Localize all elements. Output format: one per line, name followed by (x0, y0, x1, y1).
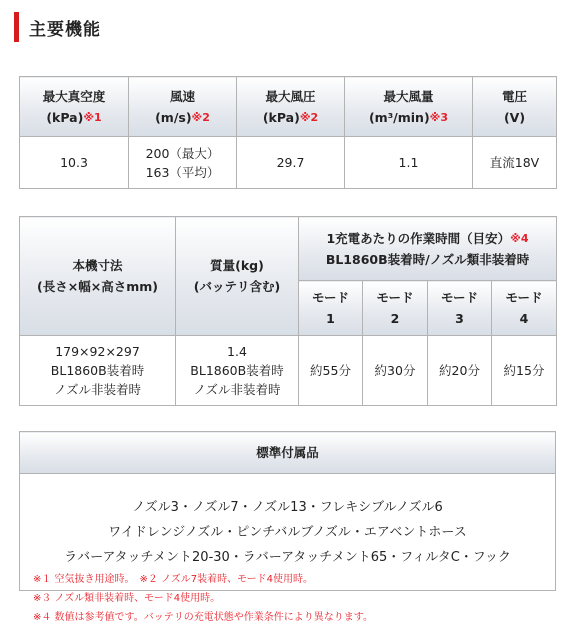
note-mark: ※4 (510, 231, 529, 245)
table-header-row (20, 77, 557, 137)
table-header-row (20, 217, 557, 281)
header-wind-speed: 風速 (m/s)※2 (129, 77, 237, 137)
header-mode-2: モード 2 (363, 281, 428, 336)
note-mark: ※2 (191, 110, 210, 124)
header-max-airflow: 最大風量 (m³/min)※3 (345, 77, 473, 137)
table-row (20, 137, 557, 189)
value-wind-speed: 200（最大） 163（平均） (129, 137, 237, 189)
value-mode-3-time: 約20分 (428, 336, 492, 406)
accessory-line: ワイドレンジノズル・ピンチバルブノズル・エアベントホース (108, 524, 467, 540)
header-mode-4: モード 4 (492, 281, 557, 336)
table-row (20, 336, 557, 406)
footnote-line: ※３ ノズル類非装着時、モード4使用時。 (33, 593, 221, 604)
note-mark: ※1 (83, 110, 102, 124)
footnote-line: ※１ 空気抜き用途時。 ※２ ノズル7装着時、モード4使用時。 (33, 574, 314, 585)
footnote-line: ※４ 数値は参考値です。バッテリの充電状態や作業条件により異なります。 (33, 612, 373, 623)
section-title: 主要機能 (29, 19, 101, 40)
header-max-vacuum: 最大真空度 (kPa)※1 (20, 77, 129, 137)
header-runtime: 1充電あたりの作業時間（目安）※4 BL1860B装着時/ノズル類非装着時 (299, 217, 557, 281)
header-dimensions: 本機寸法 (長さ×幅×高さmm) (20, 217, 176, 336)
note-mark: ※3 (429, 110, 449, 124)
accessory-line: ラバーアタッチメント20-30・ラバーアタッチメント65・フィルタC・フック (64, 549, 511, 565)
value-max-pressure: 29.7 (237, 137, 345, 189)
header-max-pressure: 最大風圧 (kPa)※2 (237, 77, 345, 137)
value-max-vacuum: 10.3 (20, 137, 129, 189)
header-mode-3: モード 3 (428, 281, 492, 336)
table-header-row (20, 432, 556, 474)
value-dimensions: 179×92×297 BL1860B装着時 ノズル非装着時 (20, 336, 176, 406)
header-mass: 質量(kg) (バッテリ含む) (176, 217, 299, 336)
spec-table-performance (19, 76, 557, 189)
section-heading (14, 11, 101, 43)
value-mode-1-time: 約55分 (299, 336, 363, 406)
header-voltage: 電圧 (V) (473, 77, 557, 137)
note-mark: ※2 (299, 110, 319, 124)
header-mode-1: モード 1 (299, 281, 363, 336)
heading-accent-bar (14, 12, 19, 42)
header-standard-accessories: 標準付属品 (20, 432, 556, 474)
footnotes (33, 570, 373, 627)
spec-table-accessories (19, 431, 556, 591)
value-mass: 1.4 BL1860B装着時 ノズル非装着時 (176, 336, 299, 406)
value-max-airflow: 1.1 (345, 137, 473, 189)
spec-table-dimensions (19, 216, 557, 406)
value-mode-2-time: 約30分 (363, 336, 428, 406)
accessory-line: ノズル3・ノズル7・ノズル13・フレキシブルノズル6 (132, 499, 443, 515)
value-voltage: 直流18V (473, 137, 557, 189)
value-mode-4-time: 約15分 (492, 336, 557, 406)
